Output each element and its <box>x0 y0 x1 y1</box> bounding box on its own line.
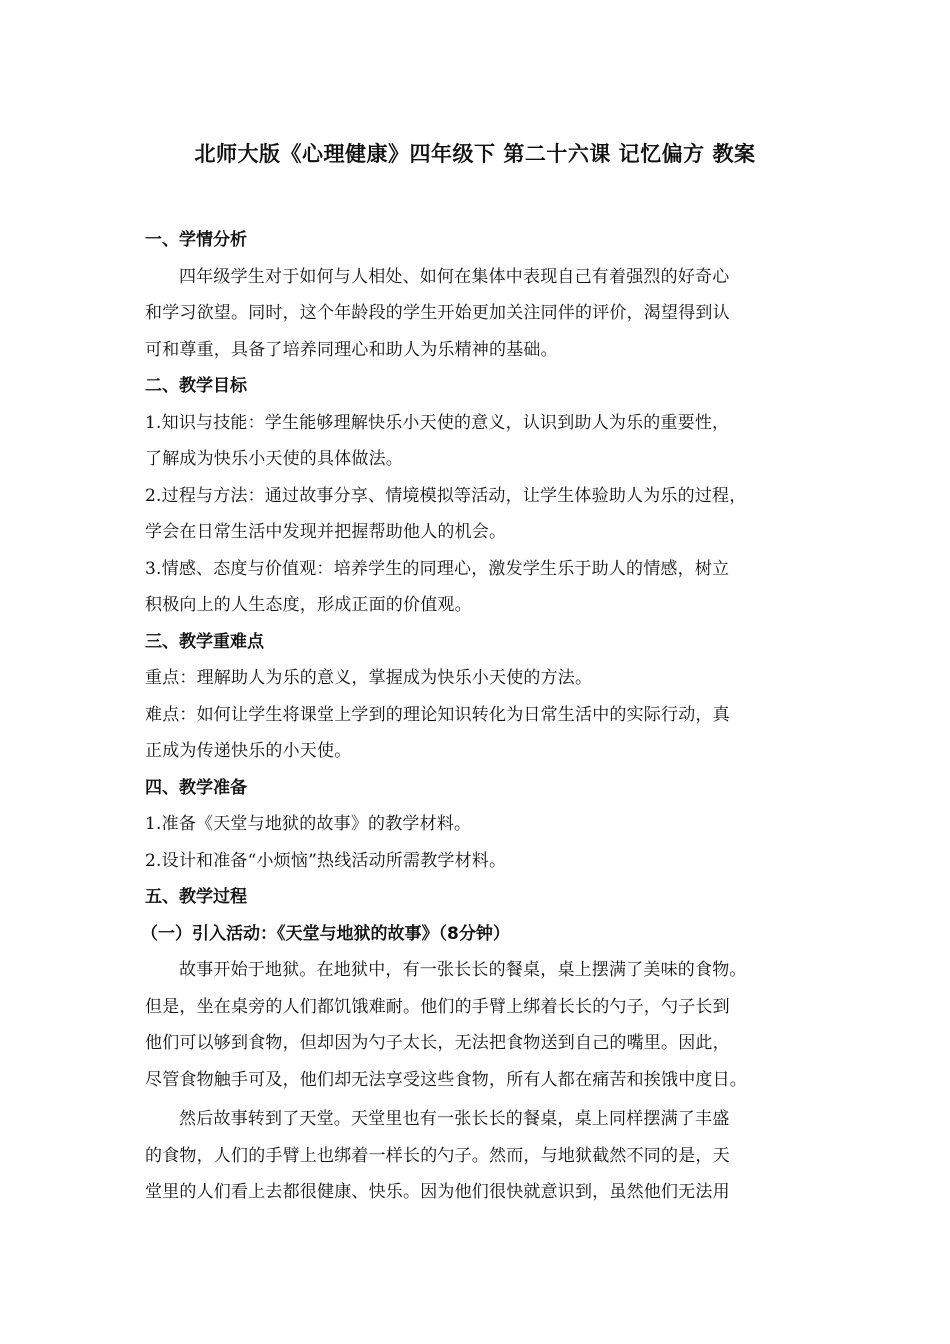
paragraph-line: 了解成为快乐小天使的具体做法。 <box>145 449 403 469</box>
section-heading-objectives: 二、教学目标 <box>145 376 247 396</box>
paragraph-line: 2.过程与方法：通过故事分享、情境模拟等活动，让学生体验助人为乐的过程， <box>145 485 747 506</box>
paragraph-line: 和学习欲望。同时，这个年龄段的学生开始更加关注同伴的评价，渴望得到认 <box>145 303 730 323</box>
paragraph-line: 四年级学生对于如何与人相处、如何在集体中表现自己有着强烈的好奇心 <box>179 266 730 287</box>
paragraph-line: 1.准备《天堂与地狱的故事》的教学材料。 <box>145 814 472 834</box>
paragraph-line: 正成为传递快乐的小天使。 <box>145 741 352 761</box>
paragraph-line: 尽管食物触手可及，他们却无法享受这些食物，所有人都在痛苦和挨饿中度日。 <box>145 1069 747 1090</box>
paragraph-line: 故事开始于地狱。在地狱中，有一张长长的餐桌，桌上摆满了美味的食物。 <box>179 960 747 980</box>
section-heading-analysis: 一、学情分析 <box>145 230 247 250</box>
paragraph-line: 然后故事转到了天堂。天堂里也有一张长长的餐桌，桌上同样摆满了丰盛 <box>179 1109 730 1129</box>
paragraph-line: 可和尊重，具备了培养同理心和助人为乐精神的基础。 <box>145 339 558 360</box>
paragraph-line: 重点：理解助人为乐的意义，掌握成为快乐小天使的方法。 <box>145 668 593 688</box>
paragraph-line: 学会在日常生活中发现并把握帮助他人的机会。 <box>145 522 507 542</box>
paragraph-line: 3.情感、态度与价值观：培养学生的同理心，激发学生乐于助人的情感，树立 <box>145 558 730 579</box>
section-heading-process: 五、教学过程 <box>145 887 247 907</box>
paragraph-line: 的食物，人们的手臂上也绑着一样长的勺子。然而，与地狱截然不同的是，天 <box>145 1145 730 1166</box>
paragraph-line: 但是，坐在桌旁的人们都饥饿难耐。他们的手臂上绑着长长的勺子，勺子长到 <box>145 996 730 1017</box>
paragraph-line: 2.设计和准备“小烦恼”热线活动所需教学材料。 <box>145 850 507 871</box>
paragraph-line: 积极向上的人生态度，形成正面的价值观。 <box>145 595 472 615</box>
paragraph-line: 难点：如何让学生将课堂上学到的理论知识转化为日常生活中的实际行动，真 <box>145 704 730 725</box>
sub-heading-intro-activity: （一）引入活动：《天堂与地狱的故事》（8分钟） <box>141 923 510 944</box>
document-body <box>141 222 810 1211</box>
document-title: 北师大版《心理健康》四年级下 第二十六课 记忆偏方 教案 <box>194 142 756 166</box>
paragraph-line: 1.知识与技能：学生能够理解快乐小天使的意义，认识到助人为乐的重要性， <box>145 412 730 433</box>
paragraph-line: 他们可以够到食物，但却因为勺子太长，无法把食物送到自己的嘴里。因此， <box>145 1033 730 1053</box>
section-heading-preparation: 四、教学准备 <box>145 777 247 798</box>
paragraph-line: 堂里的人们看上去都很健康、快乐。因为他们很快就意识到，虽然他们无法用 <box>145 1182 730 1202</box>
section-heading-key-points: 三、教学重难点 <box>145 631 264 652</box>
